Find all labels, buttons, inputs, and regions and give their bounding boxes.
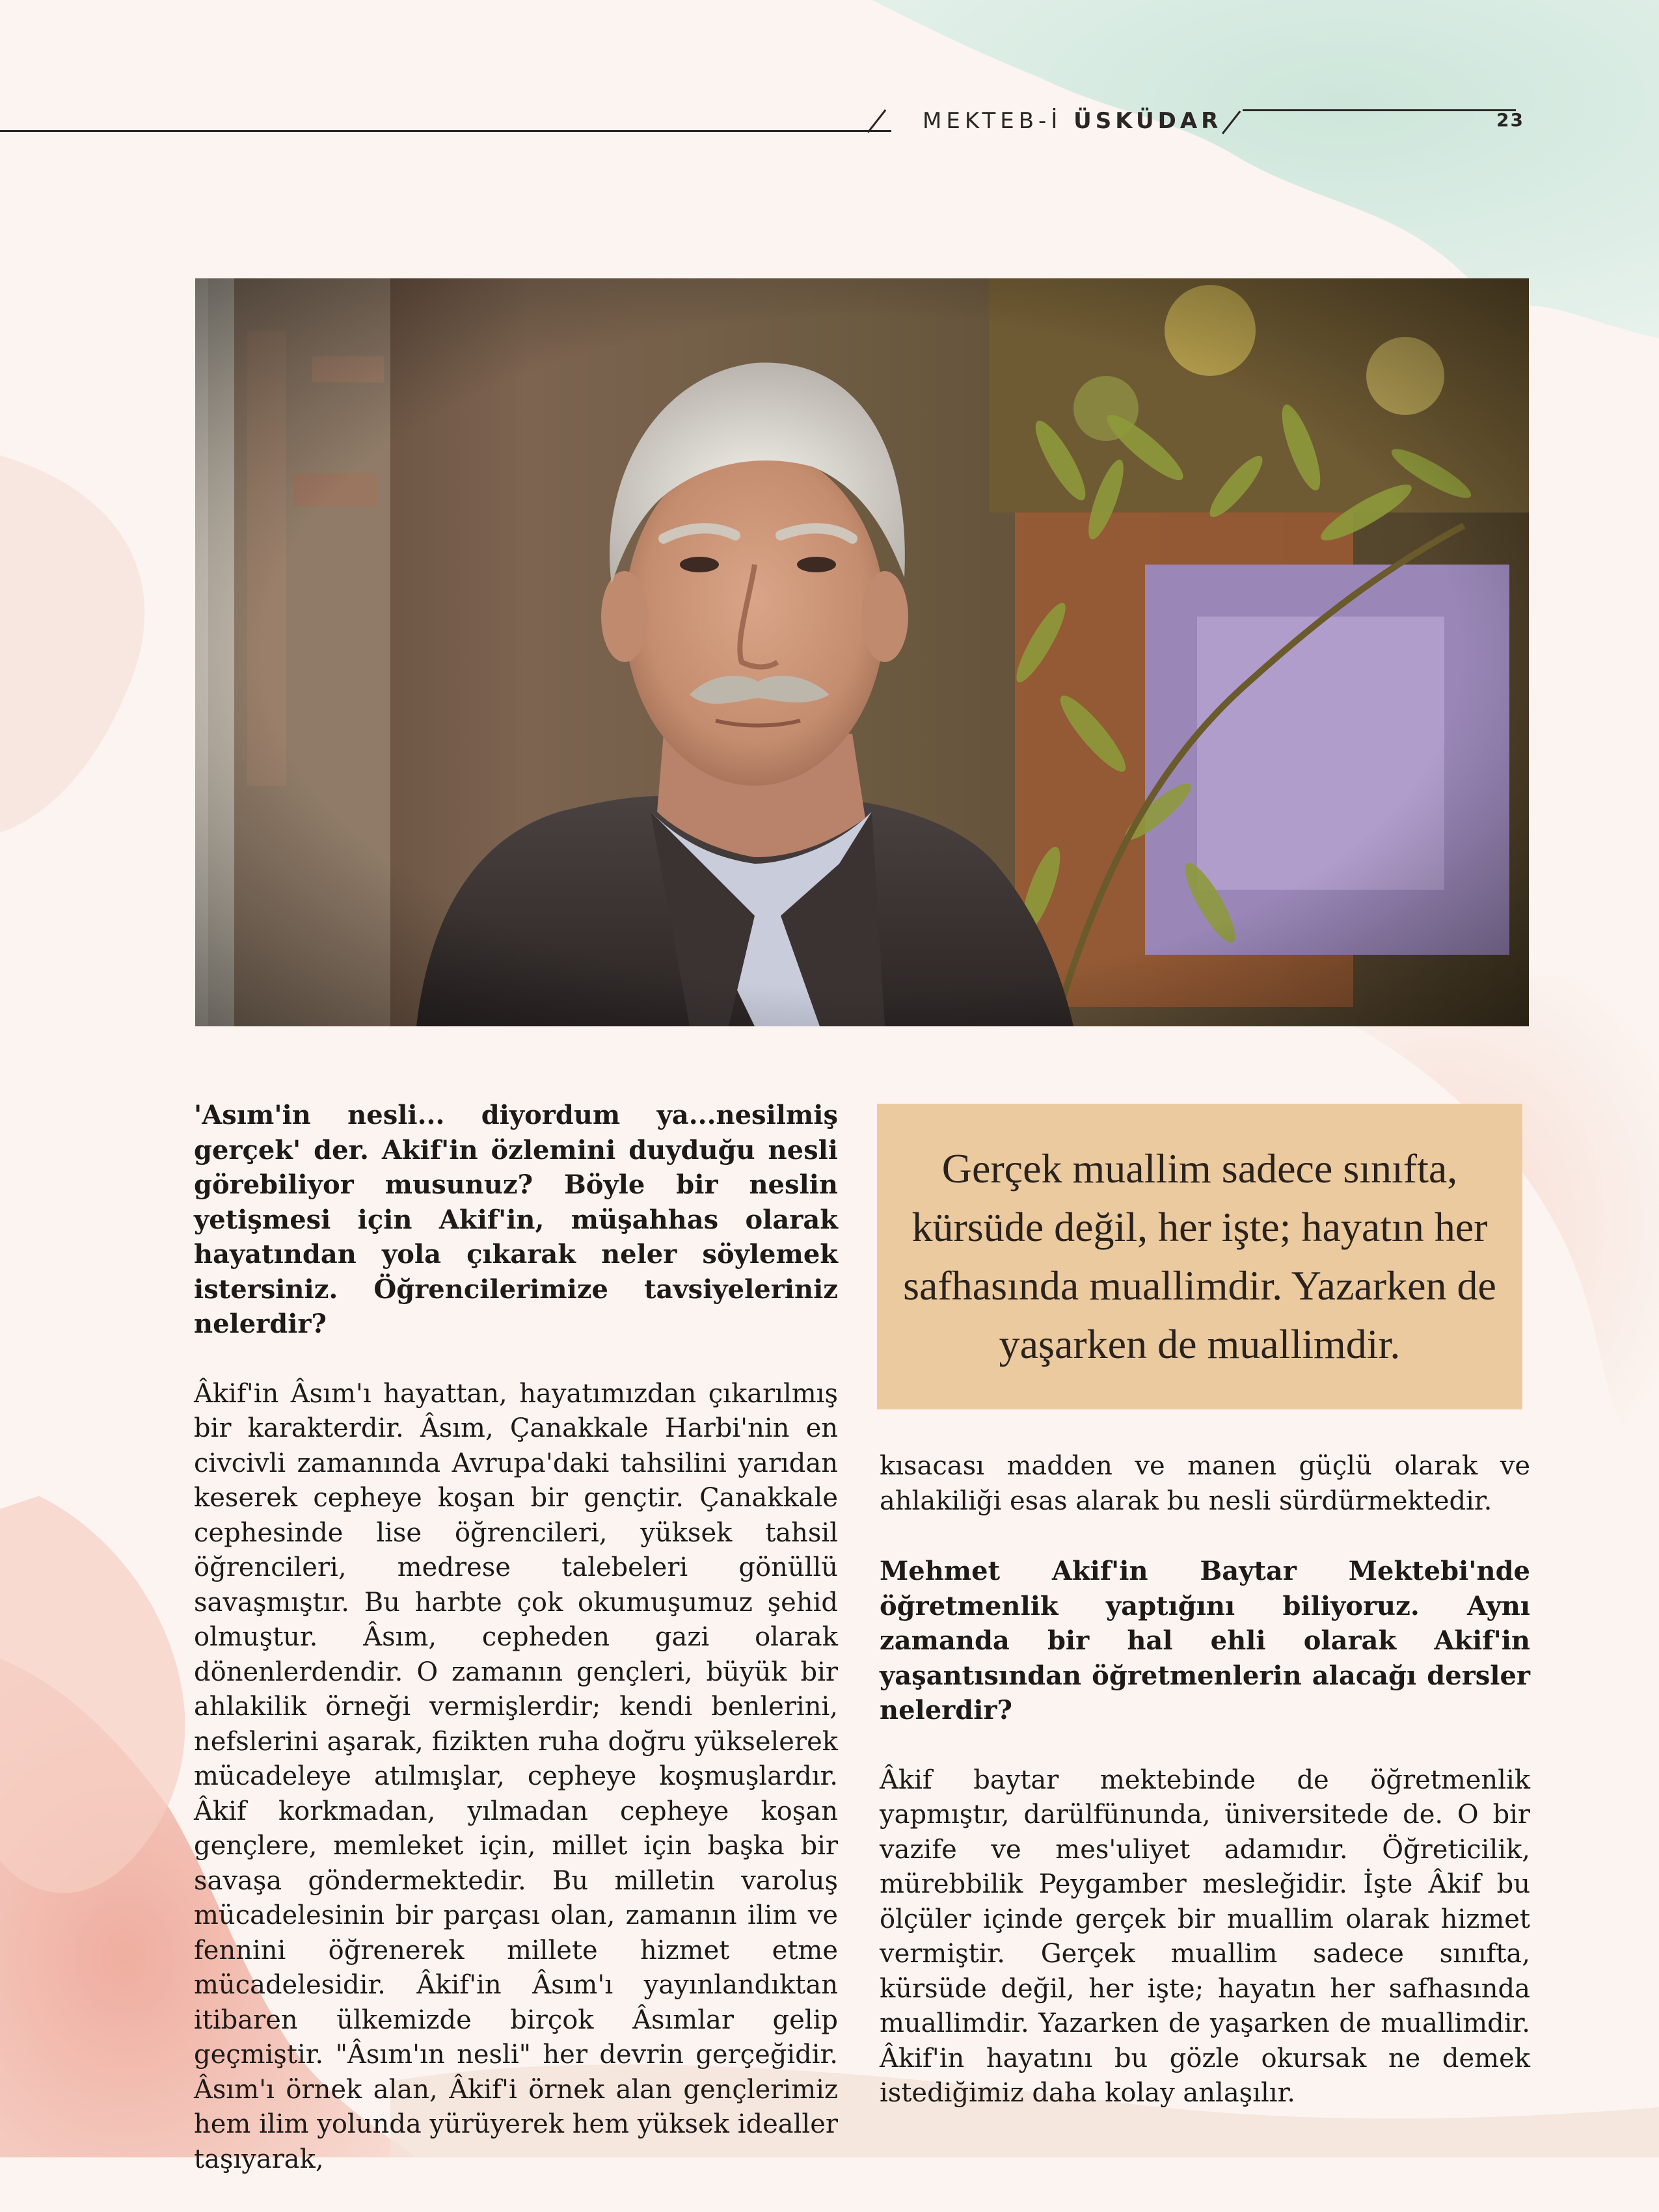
interview-question-1: 'Asım'in nesli... diyordum ya...nesilmiş gerçek' der. Akif'in özlemini duyduğu nesli görebiliyor musunuz? Böyle bir neslin yetişmesi için Akif'in, müşahhas olarak hayatından yola çıkarak neler söylemek istersiniz. Öğrencilerimize tavsiyeleriniz nelerdir?: [194, 1100, 838, 1339]
left-column: [194, 1098, 838, 2212]
interview-answer-1-continuation: kısacası madden ve manen güçlü olarak ve ahlakiliği esas alarak bu nesli sürdürmektedir.: [880, 1451, 1530, 1516]
interview-answer-1: Âkif'in Âsım'ı hayattan, hayatımızdan çıkarılmış bir karakterdir. Âsım, Çanakkale Harbi'nin en civcivli zamanında Avrupa'daki tahsilini yarıdan keserek cepheye koşan bir gençtir. Çanakkale cephesinde lise öğrencileri, yüksek tahsil öğrencileri, medrese talebeleri gönüllü savaşmıştır. Bu harbte çok okumuşumuz şehid olmuştur. Âsım, cepheden gazi olarak dönenlerdendir. O zamanın gençleri, büyük bir ahlakilik örneği vermişlerdir; kendi benlerini, nefslerini aşarak, fizikten ruha doğru yükselerek mücadeleye atılmışlar, cepheye koşmuşlardır. Âkif korkmadan, yılmadan cepheye koşan gençlere, memleket için, millet için başka bir savaşa göndermektedir. Bu milletin varoluş mücadelesinin bir parçası olan, zamanın ilim ve fennini öğrenerek millete hizmet etme mücadelesidir. Âkif'in Âsım'ı yayınlandıktan itibaren ülkemizde birçok Âsımlar gelip geçmiştir. "Âsım'ın nesli" her devrin gerçeğidir. Âsım'ı örnek alan, Âkif'i örnek alan gençlerimiz hem ilim yolunda yürüyerek hem yüksek idealler taşıyarak,: [194, 1378, 838, 2174]
right-column: [880, 1449, 1530, 2146]
interview-answer-2: Âkif baytar mektebinde de öğretmenlik yapmıştır, darülfünunda, üniversitede de. O bir vazife ve mes'uliyet adamıdır. Öğreticilik, mürebbilik Peygamber mesleğidir. İşte Âkif bu ölçüler içinde gerçek bir muallim olarak hizmet vermiştir. Gerçek muallim sadece sınıfta, kürsüde değil, her işte; hayatın her safhasında muallimdir. Yazarken de yaşarken de muallimdir. Âkif'in hayatını bu gözle okursak ne demek istediğimiz daha kolay anlaşılır.: [880, 1765, 1530, 2108]
pull-quote: [877, 1104, 1522, 1409]
header-rule-left: [0, 130, 891, 132]
interview-question-2: Mehmet Akif'in Baytar Mektebi'nde öğretmenlik yaptığını biliyoruz. Aynı zamanda bir hal ehli olarak Akif'in yaşantısından öğretmenlerin alacağı dersler nelerdir?: [880, 1556, 1530, 1726]
magazine-title: [923, 108, 1222, 134]
portrait-photo: [195, 278, 1529, 1026]
magazine-title-bold: ÜSKÜDAR: [1073, 108, 1222, 134]
page-number: 23: [1496, 109, 1524, 131]
pull-quote-text: Gerçek muallim sadece sınıfta, kürsüde değil, her işte; hayatın her safhasında muallimdir. Yazarken de yaşarken de muallimdir.: [903, 1145, 1496, 1367]
magazine-title-light: MEKTEB-İ: [923, 108, 1062, 134]
header-rule-right: [1243, 109, 1516, 111]
